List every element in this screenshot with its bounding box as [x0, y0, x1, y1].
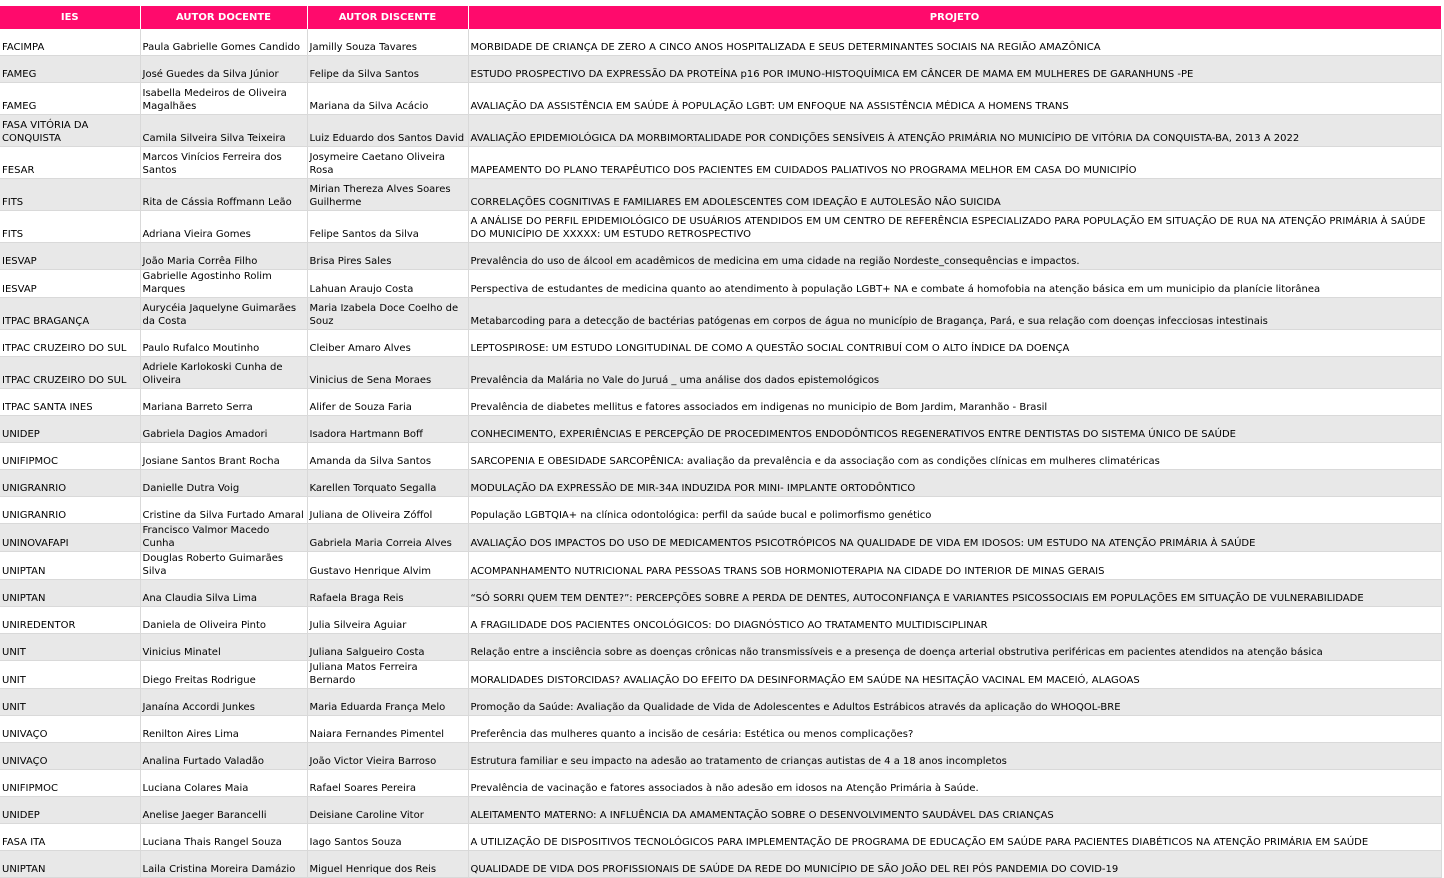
cell-ies[interactable]: UNIFIPMOC	[0, 770, 140, 797]
cell-ies[interactable]: UNIPTAN	[0, 851, 140, 878]
table-row	[0, 797, 1441, 824]
cell-autor-discente[interactable]: Juliana Matos Ferreira Bernardo	[307, 661, 468, 689]
cell-autor-docente[interactable]: Daniela de Oliveira Pinto	[140, 607, 307, 634]
cell-projeto[interactable]: LEPTOSPIROSE: UM ESTUDO LONGITUDINAL DE COMO A QUESTÃO SOCIAL CONTRIBUÍ COM O ALTO ÍNDICE DA DOENÇA	[468, 330, 1441, 357]
cell-ies[interactable]: IESVAP	[0, 270, 140, 298]
cell-autor-discente[interactable]: Felipe Santos da Silva	[307, 211, 468, 243]
cell-ies[interactable]: UNIT	[0, 661, 140, 689]
cell-autor-docente[interactable]: Adriana Vieira Gomes	[140, 211, 307, 243]
cell-autor-discente[interactable]: Cleiber Amaro Alves	[307, 330, 468, 357]
cell-autor-docente[interactable]: Laila Cristina Moreira Damázio	[140, 851, 307, 878]
cell-projeto[interactable]: População LGBTQIA+ na clínica odontológica: perfil da saúde bucal e polimorfismo genético	[468, 497, 1441, 524]
cell-ies[interactable]: FACIMPA	[0, 29, 140, 56]
cell-autor-docente[interactable]: Gabrielle Agostinho Rolim Marques	[140, 270, 307, 298]
cell-ies[interactable]: UNIPTAN	[0, 580, 140, 607]
cell-autor-docente[interactable]: Anelise Jaeger Barancelli	[140, 797, 307, 824]
cell-autor-docente[interactable]: Ana Claudia Silva Lima	[140, 580, 307, 607]
cell-ies[interactable]: UNIVAÇO	[0, 716, 140, 743]
cell-autor-discente[interactable]: João Victor Vieira Barroso	[307, 743, 468, 770]
cell-autor-docente[interactable]: Cristine da Silva Furtado Amaral	[140, 497, 307, 524]
table-row	[0, 552, 1441, 580]
header-autor-discente[interactable]: AUTOR DISCENTE	[307, 6, 468, 29]
table-row	[0, 270, 1441, 298]
cell-ies[interactable]: ITPAC SANTA INES	[0, 389, 140, 416]
cell-autor-discente[interactable]: Amanda da Silva Santos	[307, 443, 468, 470]
cell-autor-discente[interactable]: Isadora Hartmann Boff	[307, 416, 468, 443]
table-row	[0, 661, 1441, 689]
cell-autor-docente[interactable]: Danielle Dutra Voig	[140, 470, 307, 497]
table-row	[0, 770, 1441, 797]
cell-autor-docente[interactable]: Gabriela Dagios Amadori	[140, 416, 307, 443]
table-row	[0, 298, 1441, 330]
cell-projeto[interactable]: Metabarcoding para a detecção de bactérias patógenas em corpos de água no município de Bragança, Pará, e sua relação com doenças infecciosas intestinais	[468, 298, 1441, 330]
cell-projeto[interactable]: CORRELAÇÕES COGNITIVAS E FAMILIARES EM ADOLESCENTES COM IDEAÇÃO E AUTOLESÃO NÃO SUICIDA	[468, 179, 1441, 211]
cell-ies[interactable]: FESAR	[0, 147, 140, 179]
cell-ies[interactable]: UNIT	[0, 689, 140, 716]
cell-autor-docente[interactable]: Rita de Cássia Roffmann Leão	[140, 179, 307, 211]
cell-ies[interactable]: ITPAC BRAGANÇA	[0, 298, 140, 330]
table-row	[0, 497, 1441, 524]
cell-autor-discente[interactable]: Brisa Pires Sales	[307, 243, 468, 270]
table-row	[0, 443, 1441, 470]
cell-autor-docente[interactable]: Paula Gabrielle Gomes Candido	[140, 29, 307, 56]
cell-autor-discente[interactable]: Mirian Thereza Alves Soares Guilherme	[307, 179, 468, 211]
cell-autor-discente[interactable]: Rafaela Braga Reis	[307, 580, 468, 607]
cell-autor-docente[interactable]: Josiane Santos Brant Rocha	[140, 443, 307, 470]
table-row	[0, 389, 1441, 416]
cell-autor-discente[interactable]: Juliana Salgueiro Costa	[307, 634, 468, 661]
cell-ies[interactable]: UNIT	[0, 634, 140, 661]
cell-projeto[interactable]: MODULAÇÃO DA EXPRESSÃO DE MIR-34A INDUZIDA POR MINI- IMPLANTE ORTODÔNTICO	[468, 470, 1441, 497]
cell-ies[interactable]: ITPAC CRUZEIRO DO SUL	[0, 330, 140, 357]
cell-autor-discente[interactable]: Karellen Torquato Segalla	[307, 470, 468, 497]
cell-projeto[interactable]: A ANÁLISE DO PERFIL EPIDEMIOLÓGICO DE USUÁRIOS ATENDIDOS EM UM CENTRO DE REFERÊNCIA ESPECIALIZADO PARA POPULAÇÃO EM SITUAÇÃO DE RUA NA ATENÇÃO PRIMÁRIA À SAÚDE DO MUNICÍPIO DE XXXXX: UM ESTUDO RETROSPECTIVO	[468, 211, 1441, 243]
cell-autor-docente[interactable]: José Guedes da Silva Júnior	[140, 56, 307, 83]
cell-projeto[interactable]: Prevalência do uso de álcool em acadêmicos de medicina em uma cidade na região Nordeste_consequências e impactos.	[468, 243, 1441, 270]
table-row	[0, 524, 1441, 552]
cell-autor-docente[interactable]: Adriele Karlokoski Cunha de Oliveira	[140, 357, 307, 389]
cell-autor-discente[interactable]: Vinicius de Sena Moraes	[307, 357, 468, 389]
cell-autor-discente[interactable]: Maria Eduarda França Melo	[307, 689, 468, 716]
table-row	[0, 580, 1441, 607]
cell-ies[interactable]: FASA ITA	[0, 824, 140, 851]
table-row	[0, 357, 1441, 389]
cell-ies[interactable]: UNIVAÇO	[0, 743, 140, 770]
cell-autor-discente[interactable]: Naiara Fernandes Pimentel	[307, 716, 468, 743]
cell-autor-docente[interactable]: Luciana Colares Maia	[140, 770, 307, 797]
header-projeto[interactable]: PROJETO	[468, 6, 1441, 29]
table-row	[0, 824, 1441, 851]
cell-autor-docente[interactable]: Douglas Roberto Guimarães Silva	[140, 552, 307, 580]
table-row	[0, 243, 1441, 270]
header-row	[0, 6, 1441, 29]
table-row	[0, 83, 1441, 115]
cell-ies[interactable]: UNIGRANRIO	[0, 497, 140, 524]
cell-ies[interactable]: UNIDEP	[0, 416, 140, 443]
table-row	[0, 179, 1441, 211]
cell-ies[interactable]: FAMEG	[0, 83, 140, 115]
table-row	[0, 607, 1441, 634]
cell-autor-discente[interactable]: Gabriela Maria Correia Alves	[307, 524, 468, 552]
cell-projeto[interactable]: MORBIDADE DE CRIANÇA DE ZERO A CINCO ANOS HOSPITALIZADA E SEUS DETERMINANTES SOCIAIS NA REGIÃO AMAZÔNICA	[468, 29, 1441, 56]
cell-projeto[interactable]: Preferência das mulheres quanto a incisão de cesária: Estética ou menos complicações?	[468, 716, 1441, 743]
cell-autor-docente[interactable]: Analina Furtado Valadão	[140, 743, 307, 770]
cell-autor-docente[interactable]: Janaína Accordi Junkes	[140, 689, 307, 716]
cell-projeto[interactable]: A UTILIZAÇÃO DE DISPOSITIVOS TECNOLÓGICOS PARA IMPLEMENTAÇÃO DE PROGRAMA DE EDUCAÇÃO EM SAÚDE PARA PACIENTES DIABÉTICOS NA ATENÇÃO PRIMÁRIA EM SAÚDE	[468, 824, 1441, 851]
table-row	[0, 330, 1441, 357]
cell-autor-discente[interactable]: Luiz Eduardo dos Santos David	[307, 115, 468, 147]
cell-autor-docente[interactable]: Vinicius Minatel	[140, 634, 307, 661]
cell-ies[interactable]: IESVAP	[0, 243, 140, 270]
table-row	[0, 716, 1441, 743]
cell-projeto[interactable]: “SÓ SORRI QUEM TEM DENTE?”: PERCEPÇÕES SOBRE A PERDA DE DENTES, AUTOCONFIANÇA E VARIANTES PSICOSSOCIAIS EM POPULAÇÕES EM SITUAÇÃO DE VULNERABILIDADE	[468, 580, 1441, 607]
table-row	[0, 634, 1441, 661]
cell-autor-discente[interactable]: Deisiane Caroline Vitor	[307, 797, 468, 824]
cell-ies[interactable]: FASA VITÓRIA DA CONQUISTA	[0, 115, 140, 147]
cell-ies[interactable]: FITS	[0, 179, 140, 211]
cell-autor-discente[interactable]: Iago Santos Souza	[307, 824, 468, 851]
cell-autor-discente[interactable]: Gustavo Henrique Alvim	[307, 552, 468, 580]
cell-autor-discente[interactable]: Rafael Soares Pereira	[307, 770, 468, 797]
cell-ies[interactable]: FITS	[0, 211, 140, 243]
cell-autor-docente[interactable]: Aurycéia Jaquelyne Guimarães da Costa	[140, 298, 307, 330]
cell-ies[interactable]: UNIDEP	[0, 797, 140, 824]
table-row	[0, 56, 1441, 83]
cell-autor-discente[interactable]: Felipe da Silva Santos	[307, 56, 468, 83]
cell-projeto[interactable]: Prevalência de diabetes mellitus e fatores associados em indigenas no municipio de Bom Jardim, Maranhão - Brasil	[468, 389, 1441, 416]
header-ies[interactable]: IES	[0, 6, 140, 29]
cell-projeto[interactable]: Estrutura familiar e seu impacto na adesão ao tratamento de crianças autistas de 4 a 18 anos incompletos	[468, 743, 1441, 770]
cell-ies[interactable]: UNIFIPMOC	[0, 443, 140, 470]
cell-projeto[interactable]: Prevalência da Malária no Vale do Juruá _ uma análise dos dados epistemológicos	[468, 357, 1441, 389]
table-row	[0, 416, 1441, 443]
table-row	[0, 211, 1441, 243]
cell-autor-docente[interactable]: Francisco Valmor Macedo Cunha	[140, 524, 307, 552]
cell-autor-docente[interactable]: Isabella Medeiros de Oliveira Magalhães	[140, 83, 307, 115]
cell-autor-discente[interactable]: Jamilly Souza Tavares	[307, 29, 468, 56]
cell-autor-discente[interactable]: Juliana de Oliveira Zóffol	[307, 497, 468, 524]
cell-projeto[interactable]: MAPEAMENTO DO PLANO TERAPÊUTICO DOS PACIENTES EM CUIDADOS PALIATIVOS NO PROGRAMA MELHOR EM CASA DO MUNICIPÍO	[468, 147, 1441, 179]
cell-projeto[interactable]: ACOMPANHAMENTO NUTRICIONAL PARA PESSOAS TRANS SOB HORMONIOTERAPIA NA CIDADE DO INTERIOR DE MINAS GERAIS	[468, 552, 1441, 580]
table-row	[0, 689, 1441, 716]
cell-projeto[interactable]: SARCOPENIA E OBESIDADE SARCOPÊNICA: avaliação da prevalência e da associação com as condições clínicas em mulheres climatéricas	[468, 443, 1441, 470]
table-row	[0, 470, 1441, 497]
cell-autor-discente[interactable]: Maria Izabela Doce Coelho de Souz	[307, 298, 468, 330]
cell-autor-discente[interactable]: Julia Silveira Aguiar	[307, 607, 468, 634]
cell-autor-docente[interactable]: Paulo Rufalco Moutinho	[140, 330, 307, 357]
cell-autor-docente[interactable]: Marcos Vinícios Ferreira dos Santos	[140, 147, 307, 179]
table-row	[0, 743, 1441, 770]
cell-projeto[interactable]: ALEITAMENTO MATERNO: A INFLUÊNCIA DA AMAMENTAÇÃO SOBRE O DESENVOLVIMENTO SAUDÁVEL DAS CRIANÇAS	[468, 797, 1441, 824]
projects-table	[0, 6, 1442, 878]
cell-projeto[interactable]: Relação entre a insciência sobre as doenças crônicas não transmissíveis e a presença de doença arterial obstrutiva periféricas em pacientes atendidos na atenção básica	[468, 634, 1441, 661]
cell-autor-docente[interactable]: Diego Freitas Rodrigue	[140, 661, 307, 689]
cell-projeto[interactable]: ESTUDO PROSPECTIVO DA EXPRESSÃO DA PROTEÍNA p16 POR IMUNO-HISTOQUÍMICA EM CÂNCER DE MAMA EM MULHERES DE GARANHUNS -PE	[468, 56, 1441, 83]
table-row	[0, 29, 1441, 56]
table-body	[0, 29, 1441, 878]
cell-ies[interactable]: UNINOVAFAPI	[0, 524, 140, 552]
cell-autor-discente[interactable]: Alifer de Souza Faria	[307, 389, 468, 416]
cell-projeto[interactable]: CONHECIMENTO, EXPERIÊNCIAS E PERCEPÇÃO DE PROCEDIMENTOS ENDODÔNTICOS REGENERATIVOS ENTRE DENTISTAS DO SISTEMA ÚNICO DE SAÚDE	[468, 416, 1441, 443]
cell-autor-docente[interactable]: Mariana Barreto Serra	[140, 389, 307, 416]
cell-autor-discente[interactable]: Miguel Henrique dos Reis	[307, 851, 468, 878]
cell-ies[interactable]: UNIREDENTOR	[0, 607, 140, 634]
header-autor-docente[interactable]: AUTOR DOCENTE	[140, 6, 307, 29]
cell-projeto[interactable]: Prevalência de vacinação e fatores associados à não adesão em idosos na Atenção Primária à Saúde.	[468, 770, 1441, 797]
cell-autor-docente[interactable]: João Maria Corrêa Filho	[140, 243, 307, 270]
cell-ies[interactable]: UNIGRANRIO	[0, 470, 140, 497]
cell-projeto[interactable]: Promoção da Saúde: Avaliação da Qualidade de Vida de Adolescentes e Adultos Estrábicos através da aplicação do WHOQOL-BRE	[468, 689, 1441, 716]
cell-autor-discente[interactable]: Mariana da Silva Acácio	[307, 83, 468, 115]
cell-ies[interactable]: ITPAC CRUZEIRO DO SUL	[0, 357, 140, 389]
cell-projeto[interactable]: AVALIAÇÃO EPIDEMIOLÓGICA DA MORBIMORTALIDADE POR CONDIÇÕES SENSÍVEIS À ATENÇÃO PRIMÁRIA NO MUNICÍPIO DE VITÓRIA DA CONQUISTA-BA, 2013 A 2022	[468, 115, 1441, 147]
table-row	[0, 115, 1441, 147]
cell-autor-discente[interactable]: Lahuan Araujo Costa	[307, 270, 468, 298]
cell-projeto[interactable]: AVALIAÇÃO DA ASSISTÊNCIA EM SAÚDE À POPULAÇÃO LGBT: UM ENFOQUE NA ASSISTÊNCIA MÉDICA A HOMENS TRANS	[468, 83, 1441, 115]
cell-ies[interactable]: UNIPTAN	[0, 552, 140, 580]
cell-autor-docente[interactable]: Luciana Thais Rangel Souza	[140, 824, 307, 851]
cell-projeto[interactable]: AVALIAÇÃO DOS IMPACTOS DO USO DE MEDICAMENTOS PSICOTRÓPICOS NA QUALIDADE DE VIDA EM IDOSOS: UM ESTUDO NA ATENÇÃO PRIMÁRIA À SAÚDE	[468, 524, 1441, 552]
cell-projeto[interactable]: MORALIDADES DISTORCIDAS? AVALIAÇÃO DO EFEITO DA DESINFORMAÇÃO EM SAÚDE NA HESITAÇÃO VACINAL EM MACEIÓ, ALAGOAS	[468, 661, 1441, 689]
cell-ies[interactable]: FAMEG	[0, 56, 140, 83]
cell-projeto[interactable]: Perspectiva de estudantes de medicina quanto ao atendimento à população LGBT+ NA e combate á homofobia na atenção básica em um municipio da planície litorânea	[468, 270, 1441, 298]
cell-autor-discente[interactable]: Josymeire Caetano Oliveira Rosa	[307, 147, 468, 179]
table-row	[0, 147, 1441, 179]
cell-projeto[interactable]: QUALIDADE DE VIDA DOS PROFISSIONAIS DE SAÚDE DA REDE DO MUNICÍPIO DE SÃO JOÃO DEL REI PÓS PANDEMIA DO COVID-19	[468, 851, 1441, 878]
cell-projeto[interactable]: A FRAGILIDADE DOS PACIENTES ONCOLÓGICOS: DO DIAGNÓSTICO AO TRATAMENTO MULTIDISCIPLINAR	[468, 607, 1441, 634]
cell-autor-docente[interactable]: Camila Silveira Silva Teixeira	[140, 115, 307, 147]
cell-autor-docente[interactable]: Renilton Aires Lima	[140, 716, 307, 743]
table-row	[0, 851, 1441, 878]
